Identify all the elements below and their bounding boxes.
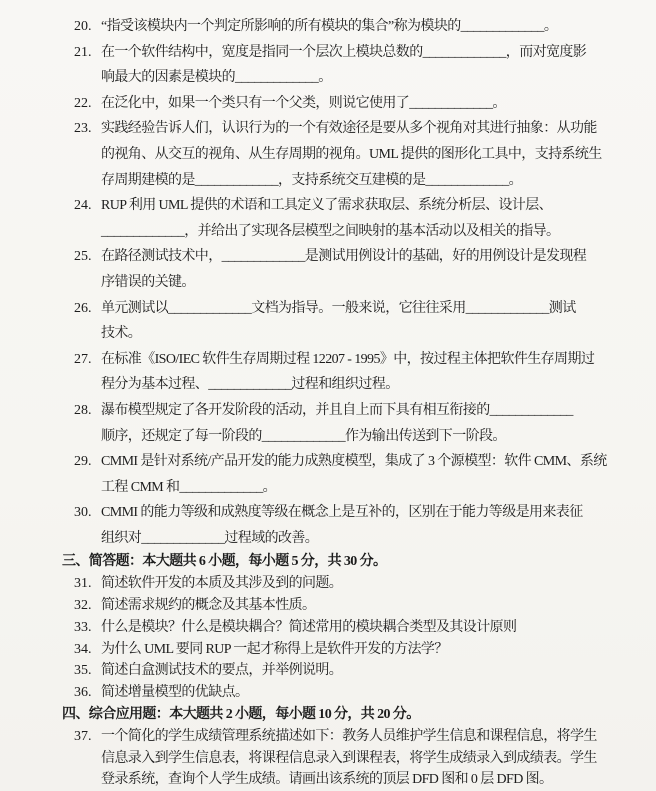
question-number: 27. [74,351,92,367]
question-number: 24. [74,198,92,214]
question-text [101,398,610,449]
question-item [62,398,610,449]
question-item [62,682,610,704]
question-number: 30. [74,505,92,521]
question-number: 21. [74,44,92,60]
question-line: CMMI 的能力等级和成熟度等级在概念上是互补的，区别在于能力等级是用来表征 [101,505,583,521]
section-heading: 三、简答题：本大题共 6 小题，每小题 5 分，共 30 分。 [62,554,387,570]
question-line: 登录系统，查询个人学生成绩。请画出该系统的顶层 DFD 图和 0 层 DFD 图。 [101,772,553,788]
question-line: 组织对_____________过程域的改善。 [101,530,319,546]
question-line: 顺序，还规定了每一阶段的_____________作为输出传送到下一阶段。 [101,428,506,444]
question-item [62,449,610,500]
question-item [62,40,610,91]
question-line: 工程 CMM 和_____________。 [101,479,277,495]
question-line: 响最大的因素是模块的_____________。 [101,70,332,86]
question-line: 技术。 [101,326,142,342]
question-line: 简述增量模型的优缺点。 [101,685,249,701]
question-number: 25. [74,249,92,265]
question-line: 简述软件开发的本质及其涉及到的问题。 [101,576,343,592]
question-number: 29. [74,454,92,470]
question-item [62,193,610,244]
question-number: 31. [74,576,92,592]
question-item [62,726,610,791]
question-text [101,449,610,500]
question-item [62,296,610,347]
question-line: 什么是模块？什么是模块耦合？简述常用的模块耦合类型及其设计原则 [101,619,517,635]
question-line: 瀑布模型规定了各开发阶段的活动，并且自上而下具有相互衔接的_____________ [101,402,573,418]
question-line: “指受该模块内一个判定所影响的所有模块的集合”称为模块的_____________。 [101,19,558,34]
question-item [62,639,610,661]
question-item [62,595,610,617]
question-line: 简述白盒测试技术的要点，并举例说明。 [101,663,343,679]
section-heading: 四、综合应用题：本大题共 2 小题，每小题 10 分，共 20 分。 [62,707,420,723]
question-item [62,617,610,639]
question-text [101,244,610,295]
question-text [101,500,610,551]
question-line: _____________，并给出了实现各层模型之间映射的基本活动以及相关的指导。 [101,223,560,239]
question-line: 实践经验告诉人们，认识行为的一个有效途径是要从多个视角对其进行抽象：从功能 [101,121,597,137]
question-number: 35. [74,663,92,679]
question-text [101,347,610,398]
question-text [101,660,610,682]
question-item [62,14,610,40]
question-line: 信息录入到学生信息表，将课程信息录入到课程表，将学生成绩录入到成绩表。学生 [101,750,597,766]
question-number: 34. [74,641,92,657]
question-number: 26. [74,300,92,316]
question-number: 28. [74,402,92,418]
question-item [62,347,610,398]
question-text [101,639,610,661]
question-number: 33. [74,619,92,635]
question-item [62,244,610,295]
question-line: 在标准《ISO/IEC 软件生存周期过程 12207 - 1995》中，按过程主体把软件生存周期过 [101,351,595,367]
question-text [101,91,610,117]
question-line: 序错误的关键。 [101,274,195,290]
question-line: RUP 利用 UML 提供的术语和工具定义了需求获取层、系统分析层、设计层、 [101,198,553,214]
question-text [101,193,610,244]
question-line: CMMI 是针对系统/产品开发的能力成熟度模型，集成了 3 个源模型：软件 CMM、系统 [101,454,607,470]
question-item [62,573,610,595]
question-line: 为什么 UML 要同 RUP 一起才称得上是软件开发的方法学？ [101,641,448,657]
question-item [62,91,610,117]
question-text [101,595,610,617]
question-number: 20. [74,19,92,34]
question-text [101,296,610,347]
question-line: 在路径测试技术中，_____________是测试用例设计的基础，好的用例设计是发现程 [101,249,587,265]
question-line: 在一个软件结构中，宽度是指同一个层次上模块总数的_____________，而对宽度影 [101,44,587,60]
question-item [62,500,610,551]
question-line: 程分为基本过程、_____________过程和组织过程。 [101,377,399,393]
question-list [62,14,610,791]
question-number: 32. [74,598,92,614]
question-line: 一个简化的学生成绩管理系统描述如下：教务人员维护学生信息和课程信息，将学生 [101,728,597,744]
question-line: 在泛化中，如果一个类只有一个父类，则说它使用了_____________。 [101,95,506,111]
question-line: 的视角、从交互的视角、从生存周期的视角。UML 提供的图形化工具中，支持系统生 [101,146,602,162]
question-text [101,40,610,91]
question-text [101,573,610,595]
question-line: 单元测试以_____________文档为指导。一般来说，它往往采用_____________测试 [101,300,576,316]
question-number: 23. [74,121,92,137]
question-number: 22. [74,95,92,111]
question-text [101,726,610,791]
question-text [101,617,610,639]
question-number: 37. [74,728,92,744]
question-item [62,116,610,193]
question-text [101,14,610,40]
question-text [101,116,610,193]
question-number: 36. [74,685,92,701]
question-text [101,682,610,704]
question-item [62,660,610,682]
question-line: 存周期建模的是_____________，支持系统交互建模的是_____________。 [101,172,522,188]
question-line: 简述需求规约的概念及其基本性质。 [101,598,316,614]
